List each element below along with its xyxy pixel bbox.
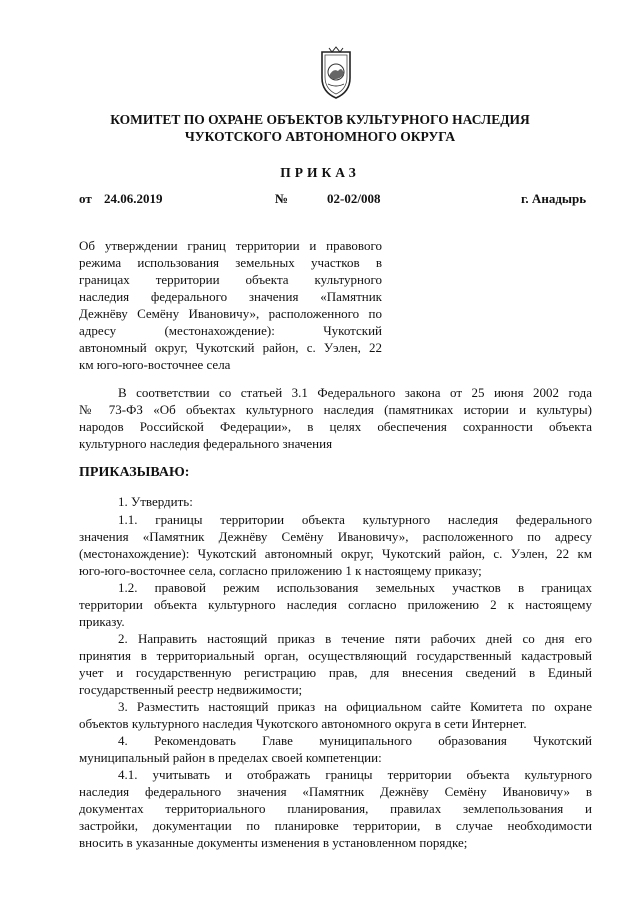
subject-line: режима использования земельных участков в	[79, 255, 382, 270]
subject-line: Дежнёву Семёну Ивановичу», расположенного по	[79, 306, 382, 321]
preamble-line: В соответствии со статьей 3.1 Федерального закона от 25 июня 2002 года	[118, 385, 592, 400]
body-line: 1. Утвердить:	[118, 494, 193, 509]
body-line: государственный реестр недвижимости;	[79, 682, 303, 697]
body-line: приказу.	[79, 614, 125, 629]
committee-name-line1: КОМИТЕТ ПО ОХРАНЕ ОБЪЕКТОВ КУЛЬТУРНОГО НАСЛЕДИЯ	[110, 112, 530, 127]
document-number: 02-02/008	[327, 191, 381, 206]
order-directive: ПРИКАЗЫВАЮ:	[79, 465, 190, 480]
body-line: документах территориального планирования, правилах землепользования и	[79, 801, 592, 816]
body-line: застройки, документации по планировке территории, в случае необходимости	[79, 818, 592, 833]
body-line: юго-юго-восточнее села, согласно приложению 1 к настоящему приказу;	[79, 563, 482, 578]
preamble-line: культурного наследия федерального значения	[79, 436, 333, 451]
coat-of-arms-emblem	[316, 44, 356, 100]
subject-line: наследия федерального значения «Памятник	[79, 289, 382, 304]
subject-line: автономный округ, Чукотский район, с. Уэлен, 22	[79, 340, 382, 355]
committee-name-line2: ЧУКОТСКОГО АВТОНОМНОГО ОКРУГА	[184, 129, 456, 144]
body-line: вносить в указанные документы изменения в установленном порядке;	[79, 835, 468, 850]
document-type-title: ПРИКАЗ	[280, 165, 360, 180]
date-label: от	[79, 191, 92, 206]
preamble-line: № 73-ФЗ «Об объектах культурного наследия (памятниках истории и культуры)	[79, 402, 592, 417]
body-line: 4.1. учитывать и отображать границы территории объекта культурного	[118, 767, 592, 782]
body-line: 3. Разместить настоящий приказ на официальном сайте Комитета по охране	[118, 699, 592, 714]
body-line: 1.1. границы территории объекта культурного наследия федерального	[118, 512, 592, 527]
body-line: 1.2. правовой режим использования земельных участков в границах	[118, 580, 592, 595]
body-line: территории объекта культурного наследия согласно приложению 2 к настоящему	[79, 597, 592, 612]
subject-line: адресу (местонахождение): Чукотский	[79, 323, 382, 338]
document-city: г. Анадырь	[521, 191, 587, 206]
number-label: №	[275, 191, 289, 206]
body-line: (местонахождение): Чукотский автономный округ, Чукотский район, с. Уэлен, 22 км	[79, 546, 592, 561]
body-line: значения «Памятник Дежнёву Семёну Ивановичу», расположенного по адресу	[79, 529, 592, 544]
document-date: 24.06.2019	[104, 191, 163, 206]
subject-line: км юго-юго-восточнее села	[79, 357, 231, 372]
body-line: 2. Направить настоящий приказ в течение пяти рабочих дней со дня его	[118, 631, 592, 646]
body-line: 4. Рекомендовать Главе муниципального образования Чукотский	[118, 733, 592, 748]
body-line: наследия федерального значения «Памятник Дежнёву Семёну Ивановичу» в	[79, 784, 592, 799]
preamble-line: народов Российской Федерации», в целях обеспечения сохранности объекта	[79, 419, 592, 434]
subject-line: Об утверждении границ территории и правового	[79, 238, 382, 253]
body-line: учет и государственную регистрацию прав, для внесения сведений в Единый	[79, 665, 592, 680]
body-line: муниципальный район в пределах своей компетенции:	[79, 750, 382, 765]
body-line: объектов культурного наследия Чукотского автономного округа в сети Интернет.	[79, 716, 527, 731]
subject-line: границах территории объекта культурного	[79, 272, 382, 287]
body-line: принятия в территориальный орган, осуществляющий государственный кадастровый	[79, 648, 592, 663]
